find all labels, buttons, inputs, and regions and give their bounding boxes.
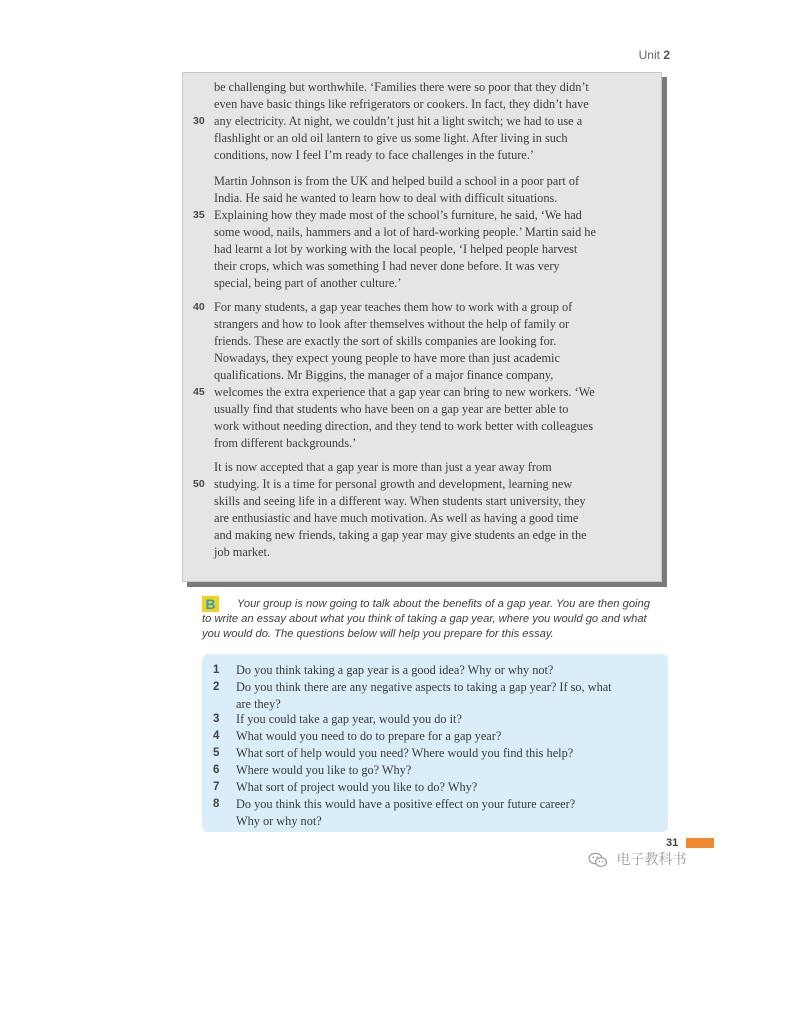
- text-line: [183, 367, 661, 384]
- question-text: Do you think there are any negative aspects to taking a gap year? If so, what: [236, 680, 612, 694]
- text-line: [183, 401, 661, 418]
- text-line: [183, 299, 661, 316]
- question-item: [202, 745, 668, 762]
- unit-number: 2: [663, 48, 670, 62]
- text-line: [183, 147, 661, 164]
- question-text-continued: are they?: [236, 696, 281, 711]
- page-number: 31: [666, 837, 679, 849]
- paragraph: [183, 459, 661, 561]
- line-number: 45: [193, 386, 205, 398]
- text-line: [183, 173, 661, 190]
- text-line: [183, 113, 661, 130]
- text-line: [183, 258, 661, 275]
- unit-label: Unit: [638, 48, 660, 62]
- question-text-continued: Why or why not?: [236, 813, 322, 828]
- line-text: conditions, now I feel I’m ready to face challenges in the future.’: [214, 148, 534, 162]
- question-item: [202, 679, 668, 712]
- line-text: India. He said he wanted to learn how to deal with difficult situations.: [214, 191, 558, 205]
- question-number: 3: [213, 713, 220, 725]
- line-text: For many students, a gap year teaches them how to work with a group of: [214, 300, 573, 314]
- paragraph: [183, 299, 661, 452]
- question-text: Do you think taking a gap year is a good idea? Why or why not?: [236, 663, 554, 677]
- text-line: [183, 275, 661, 292]
- paragraph: [183, 173, 661, 292]
- line-text: flashlight or an old oil lantern to give us some light. After living in such: [214, 131, 568, 145]
- text-line: [183, 350, 661, 367]
- line-text: It is now accepted that a gap year is more than just a year away from: [214, 460, 552, 474]
- reading-passage: [182, 72, 662, 582]
- question-number: 6: [213, 764, 220, 776]
- line-text: from different backgrounds.’: [214, 436, 357, 450]
- text-line: [183, 190, 661, 207]
- line-text: Martin Johnson is from the UK and helped build a school in a poor part of: [214, 174, 580, 188]
- unit-header: [639, 48, 670, 62]
- instruction-text: Your group is now going to talk about the benefits of a gap year. You are then going: [237, 598, 650, 610]
- text-line: [183, 544, 661, 561]
- section-b-instructions: [202, 596, 672, 641]
- line-text: job market.: [214, 545, 271, 559]
- line-text: any electricity. At night, we couldn’t just hit a light switch; we had to use a: [214, 114, 583, 128]
- instruction-line: you would do. The questions below will help you prepare for this essay.: [202, 627, 554, 640]
- discussion-questions: [202, 654, 668, 832]
- line-text: friends. These are exactly the sort of skills companies are looking for.: [214, 334, 557, 348]
- line-number: 50: [193, 478, 205, 490]
- line-text: are enthusiastic and have much motivation. As well as having a good time: [214, 511, 579, 525]
- line-text: some wood, nails, hammers and a lot of hard-working people.’ Martin said he: [214, 225, 596, 239]
- line-text: work without needing direction, and they tend to work better with colleagues: [214, 419, 594, 433]
- text-line: [183, 333, 661, 350]
- line-text: had learnt a lot by working with the local people, ‘I helped people harvest: [214, 242, 578, 256]
- line-text: qualifications. Mr Biggins, the manager of a major finance company,: [214, 368, 554, 382]
- question-item: [202, 662, 668, 679]
- question-number: 7: [213, 781, 220, 793]
- line-text: skills and seeing life in a different way. When students start university, they: [214, 494, 586, 508]
- line-text: welcomes the extra experience that a gap year can bring to new workers. ‘We: [214, 385, 595, 399]
- wechat-icon: [588, 852, 608, 872]
- text-line: [183, 476, 661, 493]
- text-line: [183, 79, 661, 96]
- section-b-badge: B: [202, 596, 219, 612]
- question-text: Where would you like to go? Why?: [236, 763, 412, 777]
- text-line: [183, 207, 661, 224]
- line-text: their crops, which was something I had never done before. It was very: [214, 259, 560, 273]
- text-line: [183, 459, 661, 476]
- question-item: [202, 762, 668, 779]
- text-line: [183, 510, 661, 527]
- line-text: special, being part of another culture.’: [214, 276, 402, 290]
- line-text: even have basic things like refrigerators or cookers. In fact, they didn’t have: [214, 97, 589, 111]
- text-line: [183, 435, 661, 452]
- line-text: strangers and how to look after themselves without the help of family or: [214, 317, 570, 331]
- line-text: Explaining how they made most of the school’s furniture, he said, ‘We had: [214, 208, 582, 222]
- question-item: [202, 779, 668, 796]
- instruction-line: to write an essay about what you think of taking a gap year, where you would go and what: [202, 613, 647, 625]
- question-text: What sort of project would you like to do? Why?: [236, 780, 478, 794]
- text-line: [183, 527, 661, 544]
- text-line: [183, 493, 661, 510]
- instruction-line: [202, 596, 672, 612]
- text-line: [183, 241, 661, 258]
- watermark-text: 电子教科书: [616, 852, 687, 868]
- question-text: What would you need to do to prepare for a gap year?: [236, 729, 502, 743]
- text-line: [183, 316, 661, 333]
- text-line: [183, 96, 661, 113]
- text-line: [183, 384, 661, 401]
- question-text: Do you think this would have a positive effect on your future career?: [236, 797, 576, 811]
- line-number: 40: [193, 301, 205, 313]
- question-text: What sort of help would you need? Where would you find this help?: [236, 746, 574, 760]
- text-line: [183, 418, 661, 435]
- question-number: 8: [213, 798, 220, 810]
- line-number: 30: [193, 115, 205, 127]
- question-text: If you could take a gap year, would you do it?: [236, 712, 462, 726]
- watermark: [588, 849, 686, 872]
- question-number: 4: [213, 730, 220, 742]
- line-text: and making new friends, taking a gap year may give students an edge in the: [214, 528, 587, 542]
- question-number: 2: [213, 681, 220, 693]
- paragraph: [183, 79, 661, 164]
- text-line: [183, 224, 661, 241]
- line-text: be challenging but worthwhile. ‘Families there were so poor that they didn’t: [214, 80, 589, 94]
- question-item: [202, 728, 668, 745]
- question-number: 1: [213, 664, 220, 676]
- text-line: [183, 130, 661, 147]
- line-text: studying. It is a time for personal growth and development, learning new: [214, 477, 573, 491]
- page-number-accent-bar: [686, 838, 714, 848]
- line-text: Nowadays, they expect young people to have more than just academic: [214, 351, 560, 365]
- question-item: [202, 796, 668, 829]
- question-item: [202, 711, 668, 728]
- question-number: 5: [213, 747, 220, 759]
- line-text: usually find that students who have been on a gap year are better able to: [214, 402, 569, 416]
- line-number: 35: [193, 209, 205, 221]
